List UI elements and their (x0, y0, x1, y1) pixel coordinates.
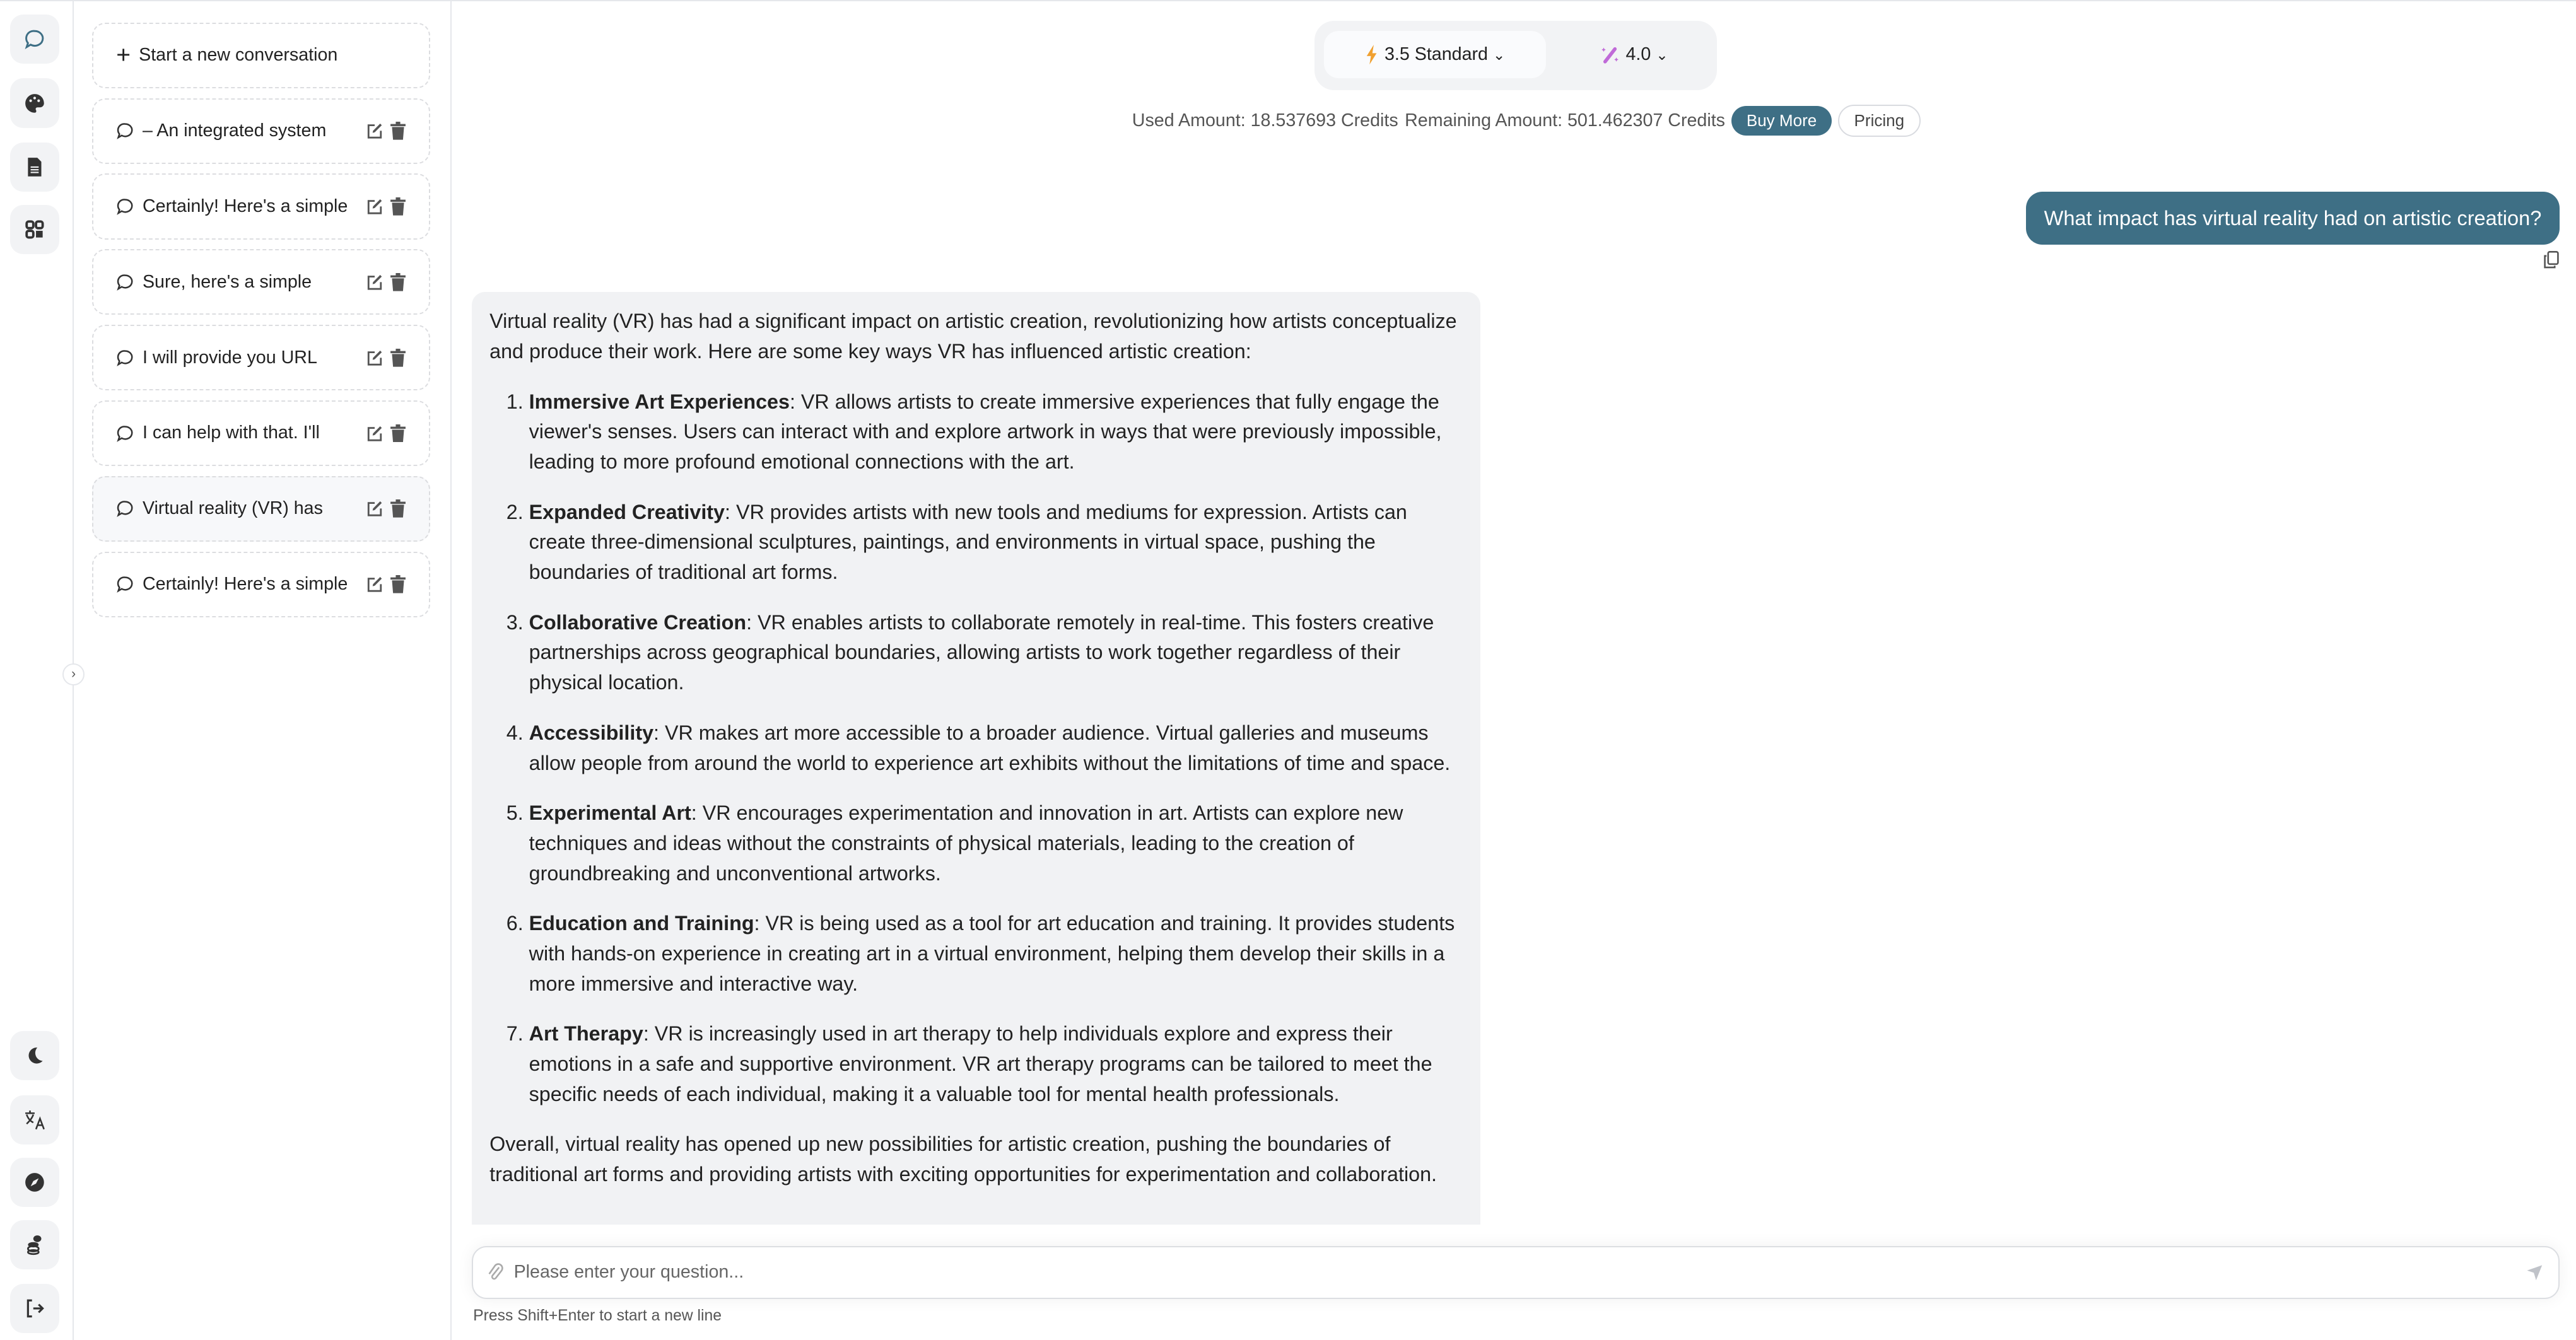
chat-main (452, 1, 2576, 1340)
edit-icon[interactable] (366, 424, 383, 443)
edit-icon[interactable] (366, 499, 383, 518)
new-conversation-button[interactable] (92, 23, 431, 88)
user-message: What impact has virtual reality had on artistic creation? (2026, 192, 2560, 245)
edit-icon[interactable] (366, 122, 383, 140)
item-title: Art Therapy (529, 1022, 643, 1045)
assistant-list (489, 387, 1462, 1110)
conversation-title: I will provide you URL (142, 347, 317, 368)
chat-icon (24, 28, 45, 50)
model-3-5-label: 3.5 Standard (1384, 44, 1488, 65)
conversation-item[interactable] (92, 249, 431, 315)
assistant-list-item (529, 798, 1462, 889)
credits-button[interactable] (10, 1220, 59, 1269)
palette-icon (24, 93, 45, 114)
conversation-item[interactable] (92, 325, 431, 390)
item-title: Accessibility (529, 721, 654, 744)
assistant-intro: Virtual reality (VR) has had a significant impact on artistic creation, revolutionizing how artists conceptualize and produce their work. Here are some key ways VR has influenced artistic creation: (489, 310, 1457, 363)
assistant-list-item (529, 608, 1462, 699)
trash-icon[interactable] (390, 349, 406, 367)
trash-icon[interactable] (390, 424, 406, 443)
item-text: : VR provides artists with new tools and mediums for expression. Artists can create three-dimensional sculptures, paintings, and environments in virtual space, pushing the boundaries of traditional art forms. (529, 500, 1407, 584)
edit-icon[interactable] (366, 273, 383, 291)
conversation-sidebar (74, 1, 451, 1340)
chat-nav-button[interactable] (10, 15, 59, 64)
logout-button[interactable] (10, 1284, 59, 1333)
conversation-item[interactable] (92, 98, 431, 164)
apps-nav-button[interactable] (10, 205, 59, 254)
model-tab-4-0[interactable] (1560, 31, 1708, 79)
edit-icon[interactable] (366, 575, 383, 593)
chat-bubble-icon (116, 197, 134, 216)
chat-bubble-icon (116, 424, 134, 443)
model-4-0-label: 4.0 (1625, 44, 1651, 65)
conversation-title: – An integrated system (142, 120, 327, 141)
conversation-title: I can help with that. I'll (142, 422, 320, 443)
logout-icon (24, 1298, 45, 1319)
item-title: Education and Training (529, 911, 754, 935)
chat-bubble-icon (116, 122, 134, 140)
assistant-list-item (529, 718, 1462, 779)
document-nav-button[interactable] (10, 143, 59, 192)
item-title: Experimental Art (529, 801, 691, 824)
edit-icon[interactable] (366, 197, 383, 216)
conversation-item[interactable] (92, 400, 431, 466)
conversation-item[interactable] (92, 476, 431, 542)
conversation-title: Certainly! Here's a simple (142, 196, 348, 217)
assistant-list-item (529, 1019, 1462, 1110)
credits-bar (452, 105, 2576, 137)
dark-mode-button[interactable] (10, 1031, 59, 1080)
conversation-title: Virtual reality (VR) has (142, 498, 323, 519)
item-text: : VR makes art more accessible to a broader audience. Virtual galleries and museums allow people from around the world to experience art exhibits without the limitations of time and space. (529, 721, 1451, 774)
conversation-title: Certainly! Here's a simple (142, 574, 348, 595)
document-icon (24, 156, 45, 178)
model-switcher (1314, 21, 1717, 90)
trash-icon[interactable] (390, 122, 406, 140)
send-icon[interactable] (2526, 1264, 2544, 1282)
item-text: : VR is increasingly used in art therapy to help individuals explore and express their emotions in a safe and supportive environment. VR art therapy programs can be tailored to meet the specific needs of each individual, making it a valuable tool for mental health professionals. (529, 1022, 1432, 1105)
input-hint: Press Shift+Enter to start a new line (473, 1307, 722, 1324)
chevron-down-icon: ⌄ (1656, 46, 1668, 63)
question-input-box (472, 1246, 2560, 1298)
item-title: Immersive Art Experiences (529, 390, 790, 413)
item-title: Collaborative Creation (529, 610, 747, 634)
pricing-button[interactable]: Pricing (1838, 105, 1920, 137)
chevron-down-icon: ⌄ (1492, 46, 1506, 63)
buy-more-button[interactable]: Buy More (1731, 106, 1831, 136)
assistant-list-item (529, 498, 1462, 588)
question-input[interactable] (510, 1261, 2525, 1285)
magic-wand-icon (1601, 45, 1620, 64)
copy-icon[interactable] (2543, 251, 2560, 269)
paperclip-icon[interactable] (488, 1262, 504, 1282)
item-text: : VR enables artists to collaborate remotely in real-time. This fosters creative partnerships across geographical boundaries, allowing artists to work together regardless of their physical location. (529, 610, 1434, 694)
item-text: : VR is being used as a tool for art education and training. It provides students with hands-on experience in creating art in a virtual environment, helping them develop their skills in a more immersive and interactive way. (529, 911, 1455, 995)
item-text: : VR allows artists to create immersive experiences that fully engage the viewer's senses. Users can interact with and explore artwork in ways that were previously impossible, leading to more profound emotional connections with the art. (529, 390, 1442, 474)
conversation-title: Sure, here's a simple (142, 271, 312, 292)
conversation-item[interactable] (92, 173, 431, 239)
edit-icon[interactable] (366, 349, 383, 367)
trash-icon[interactable] (390, 575, 406, 593)
moon-icon (24, 1045, 45, 1066)
palette-nav-button[interactable] (10, 78, 59, 127)
assistant-list-item (529, 909, 1462, 999)
assistant-message (472, 292, 1480, 1225)
chat-bubble-icon (116, 349, 134, 367)
trash-icon[interactable] (390, 273, 406, 291)
bolt-icon (1365, 45, 1379, 64)
model-tab-3-5[interactable] (1324, 31, 1546, 79)
item-title: Expanded Creativity (529, 500, 725, 523)
item-text: : VR encourages experimentation and innovation in art. Artists can explore new techniques and ideas without the constraints of physical materials, leading to the creation of groundbreaking and unconventional artworks. (529, 801, 1403, 885)
compass-icon (24, 1172, 45, 1193)
translate-icon (24, 1109, 45, 1131)
chat-bubble-icon (116, 575, 134, 593)
chat-bubble-icon (116, 273, 134, 291)
assistant-outro: Overall, virtual reality has opened up new possibilities for artistic creation, pushing the boundaries of traditional art forms and providing artists with exciting opportunities for experimentation and collaboration. (489, 1132, 1437, 1186)
coins-icon (24, 1234, 45, 1256)
assistant-list-item (529, 387, 1462, 478)
trash-icon[interactable] (390, 197, 406, 216)
remaining-amount: Remaining Amount: 501.462307 Credits (1405, 110, 1725, 131)
apps-icon (24, 219, 45, 240)
chevron-right-icon: › (71, 667, 76, 682)
plus-icon: + (116, 42, 131, 69)
new-conversation-label: Start a new conversation (139, 45, 338, 66)
trash-icon[interactable] (390, 499, 406, 518)
explore-button[interactable] (10, 1158, 59, 1207)
conversation-item[interactable] (92, 552, 431, 617)
chat-bubble-icon (116, 499, 134, 518)
used-amount: Used Amount: 18.537693 Credits (1132, 110, 1398, 131)
language-button[interactable] (10, 1095, 59, 1145)
